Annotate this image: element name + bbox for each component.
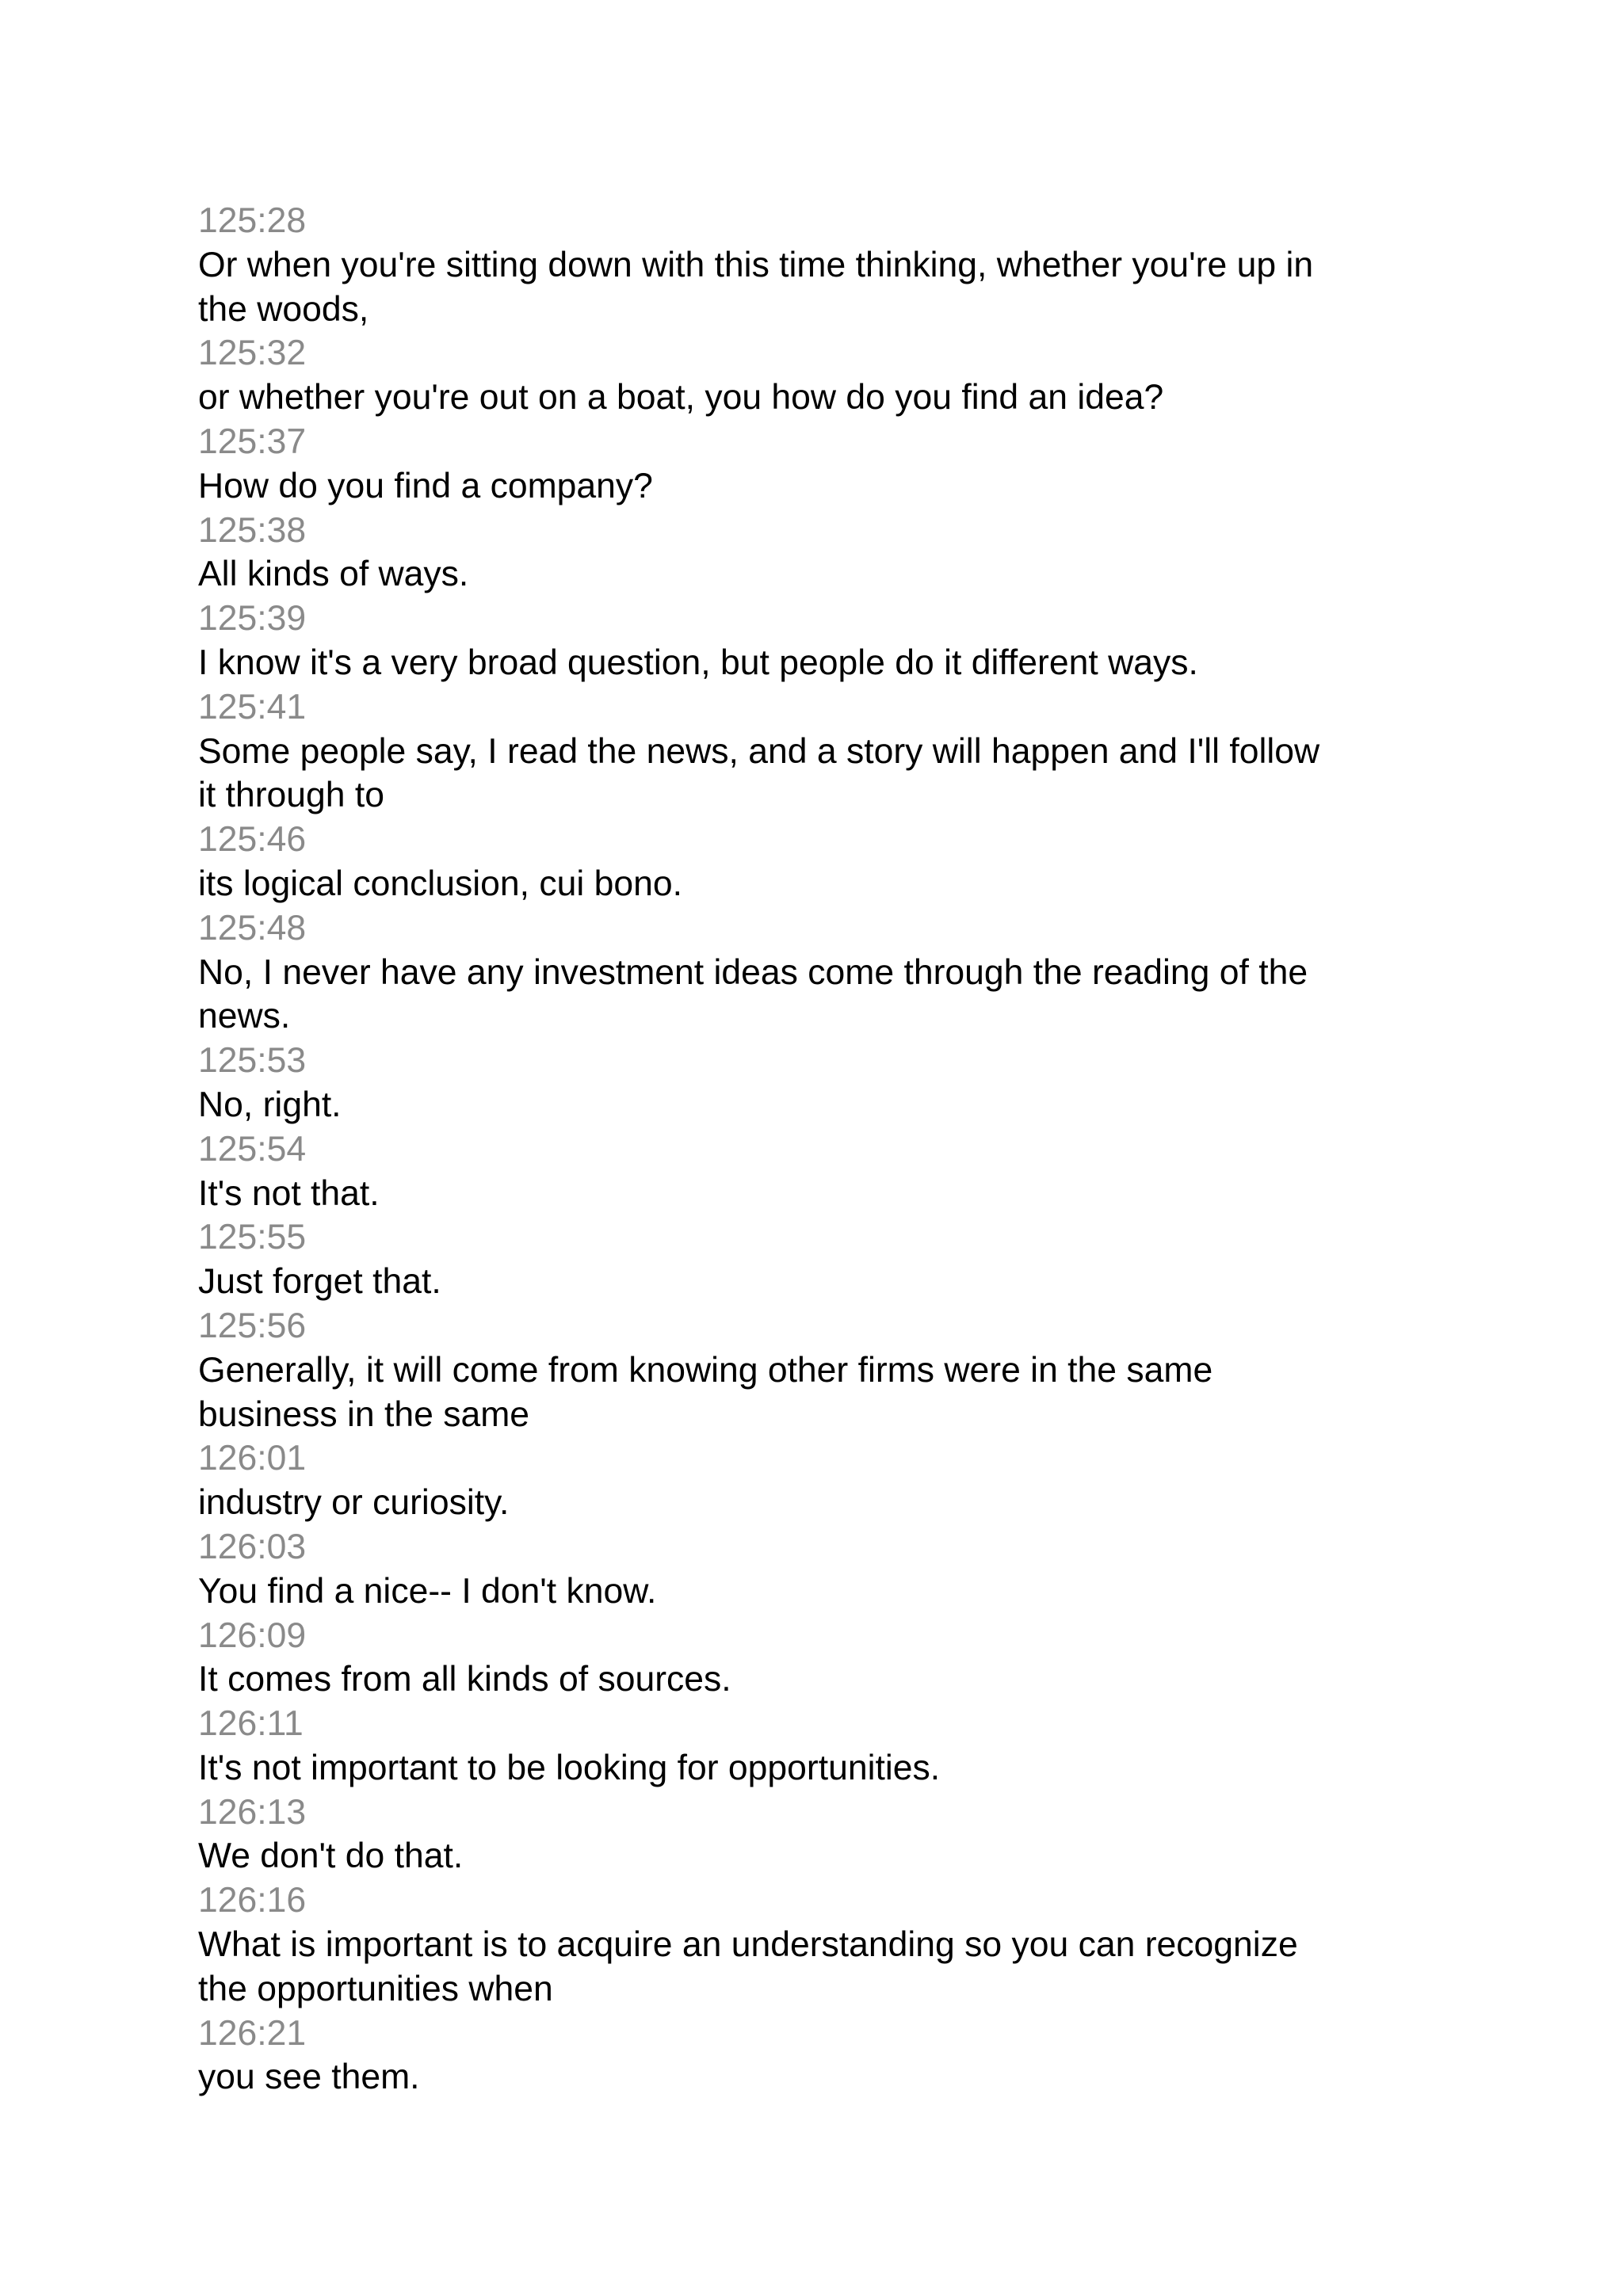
caption-text bbox=[198, 1083, 1434, 1127]
caption-line: Generally, it will come from knowing other firms were in the same bbox=[198, 1350, 1213, 1390]
caption-line: you see them. bbox=[198, 2058, 420, 2097]
caption-text bbox=[198, 1834, 1434, 1878]
transcript-entry bbox=[198, 331, 1434, 420]
transcript-entry bbox=[198, 1127, 1434, 1216]
timestamp: 126:11 bbox=[198, 1704, 304, 1744]
timestamp: 125:38 bbox=[198, 510, 307, 550]
caption-line: its logical conclusion, cui bono. bbox=[198, 864, 682, 903]
caption-line: Or when you're sitting down with this time thinking, whether you're up in bbox=[198, 245, 1314, 284]
caption-text bbox=[198, 243, 1434, 332]
caption-text bbox=[198, 1348, 1434, 1437]
caption-line: business in the same bbox=[198, 1394, 530, 1434]
transcript-entry bbox=[198, 1304, 1434, 1436]
caption-line: industry or curiosity. bbox=[198, 1483, 510, 1523]
caption-text bbox=[198, 730, 1434, 818]
transcript-entry bbox=[198, 1039, 1434, 1127]
transcript-entry bbox=[198, 509, 1434, 597]
timestamp: 126:09 bbox=[198, 1615, 307, 1655]
transcript-entry bbox=[198, 1878, 1434, 2011]
timestamp: 126:16 bbox=[198, 1881, 307, 1920]
transcript-entry bbox=[198, 1525, 1434, 1614]
caption-text bbox=[198, 464, 1434, 509]
transcript-entry bbox=[198, 2012, 1434, 2100]
timestamp: 125:46 bbox=[198, 820, 307, 860]
caption-text bbox=[198, 552, 1434, 597]
caption-text bbox=[198, 641, 1434, 685]
caption-text bbox=[198, 1923, 1434, 2012]
transcript-entry bbox=[198, 1702, 1434, 1791]
caption-text bbox=[198, 951, 1434, 1039]
timestamp: 126:01 bbox=[198, 1439, 307, 1478]
caption-line: You find a nice-- I don't know. bbox=[198, 1571, 657, 1611]
transcript-entry bbox=[198, 1791, 1434, 1879]
caption-line: What is important is to acquire an understanding so you can recognize bbox=[198, 1925, 1298, 1965]
caption-line: the opportunities when bbox=[198, 1969, 553, 2008]
transcript-entry bbox=[198, 597, 1434, 685]
transcript-entry bbox=[198, 420, 1434, 509]
transcript-entry bbox=[198, 685, 1434, 818]
caption-line: I know it's a very broad question, but people do it different ways. bbox=[198, 643, 1198, 682]
caption-text bbox=[198, 1172, 1434, 1216]
caption-text bbox=[198, 1569, 1434, 1614]
transcript-entry bbox=[198, 1436, 1434, 1525]
caption-line: the woods, bbox=[198, 289, 369, 329]
caption-line: We don't do that. bbox=[198, 1836, 464, 1876]
caption-text bbox=[198, 1746, 1434, 1791]
timestamp: 126:13 bbox=[198, 1792, 307, 1832]
timestamp: 125:56 bbox=[198, 1306, 307, 1345]
timestamp: 125:39 bbox=[198, 599, 307, 639]
caption-line: Some people say, I read the news, and a story will happen and I'll follow bbox=[198, 731, 1320, 771]
timestamp: 125:54 bbox=[198, 1129, 307, 1169]
caption-text bbox=[198, 1657, 1434, 1702]
transcript-entry bbox=[198, 1614, 1434, 1703]
caption-line: No, I never have any investment ideas come through the reading of the bbox=[198, 952, 1308, 992]
caption-text bbox=[198, 862, 1434, 906]
caption-line: It's not important to be looking for opportunities. bbox=[198, 1748, 941, 1787]
transcript bbox=[198, 199, 1434, 2100]
caption-text bbox=[198, 1260, 1434, 1304]
timestamp: 126:21 bbox=[198, 2013, 307, 2053]
caption-line: or whether you're out on a boat, you how do you find an idea? bbox=[198, 378, 1164, 418]
timestamp: 125:48 bbox=[198, 908, 307, 948]
timestamp: 125:32 bbox=[198, 334, 307, 373]
caption-line: it through to bbox=[198, 776, 385, 815]
timestamp: 125:53 bbox=[198, 1041, 307, 1081]
timestamp: 125:55 bbox=[198, 1218, 307, 1257]
caption-line: No, right. bbox=[198, 1085, 342, 1124]
caption-line: All kinds of ways. bbox=[198, 555, 469, 594]
transcript-entry bbox=[198, 818, 1434, 906]
timestamp: 125:37 bbox=[198, 421, 307, 461]
timestamp: 126:03 bbox=[198, 1527, 307, 1566]
timestamp: 125:41 bbox=[198, 687, 307, 727]
timestamp: 125:28 bbox=[198, 201, 307, 240]
caption-line: It comes from all kinds of sources. bbox=[198, 1660, 731, 1699]
caption-line: How do you find a company? bbox=[198, 466, 653, 505]
transcript-entry bbox=[198, 906, 1434, 1039]
transcript-entry bbox=[198, 1215, 1434, 1304]
caption-line: news. bbox=[198, 997, 291, 1036]
caption-text bbox=[198, 376, 1434, 420]
caption-line: It's not that. bbox=[198, 1173, 380, 1213]
caption-text bbox=[198, 1481, 1434, 1525]
caption-line: Just forget that. bbox=[198, 1262, 441, 1302]
caption-text bbox=[198, 2055, 1434, 2100]
transcript-entry bbox=[198, 199, 1434, 331]
